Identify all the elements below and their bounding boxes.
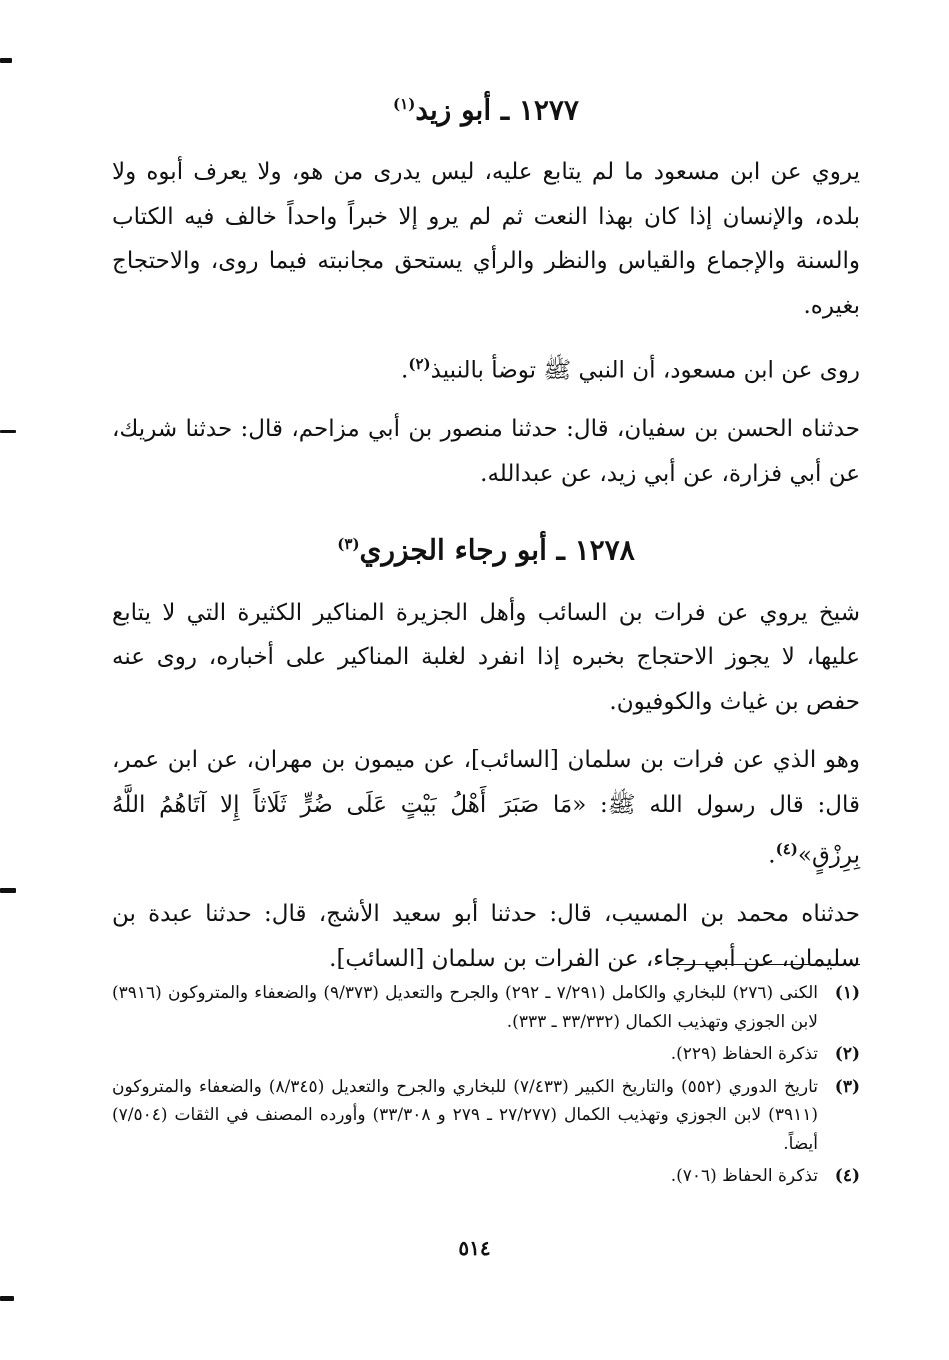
entry-title-text: ١٢٧٨ ـ أبو رجاء الجزري xyxy=(359,533,635,567)
scan-edge-mark xyxy=(0,58,12,63)
page-number: ٥١٤ xyxy=(458,1236,491,1260)
entry-title-1277 xyxy=(112,82,860,132)
paragraph-end: . xyxy=(768,842,776,869)
paragraph-end: . xyxy=(401,357,409,384)
entry-paragraph: حدثناه محمد بن المسيب، قال: حدثنا أبو سعيد الأشج، قال: حدثنا عبدة بن سليمان، عن أبي رجاء، عن الفرات بن سلمان [السائب]. xyxy=(112,901,860,972)
footnote-divider xyxy=(670,964,860,965)
scan-edge-mark xyxy=(0,430,16,433)
footnote-item xyxy=(112,1040,860,1069)
footnote-item xyxy=(112,979,860,1036)
footnote-number: (١) xyxy=(834,983,860,1003)
scan-edge-mark xyxy=(0,1296,14,1301)
footnote-text: تاريخ الدوري (٥٥٢) والتاريخ الكبير (٧/٤٣٣) للبخاري والجرح والتعديل (٨/٣٤٥) والضعفاء والمتروكون (٣٩١١) لابن الجوزي وتهذيب الكمال (٢٧/٢٧٧ ـ ٢٧٩ و ٣٣/٣٠٨) وأورده المصنف في الثقات (٧/٥٠٤) أيضاً. xyxy=(112,1076,818,1154)
footnote-ref[interactable]: (٢) xyxy=(408,355,431,374)
footnote-ref[interactable]: (٣) xyxy=(337,535,360,554)
footnote-text: الكنى (٢٧٦) للبخاري والكامل (٧/٢٩١ ـ ٢٩٢) والجرح والتعديل (٩/٣٧٣) والضعفاء والمتروكون (٣٩١٦) لابن الجوزي وتهذيب الكمال (٣٣/٣٣٢ ـ ٣٣٣). xyxy=(112,983,818,1032)
footnote-number: (٣) xyxy=(834,1076,860,1097)
footnote-item xyxy=(112,1162,860,1191)
footnote-number: (٢) xyxy=(834,1044,860,1064)
entry-paragraph: شيخ يروي عن فرات بن السائب وأهل الجزيرة المناكير الكثيرة التي لا يتابع عليها، لا يجوز الاحتجاج بخبره إذا انفرد لغلبة المناكير على أخباره، روى عنه حفص بن غياث والكوفيون. xyxy=(112,599,860,715)
paragraph-text: روى عن ابن مسعود، أن النبي ﷺ توضأ بالنبيذ xyxy=(430,357,860,384)
entry-paragraph xyxy=(112,342,860,393)
footnote-text: تذكرة الحفاظ (٢٢٩). xyxy=(670,1044,818,1064)
entry-paragraph: يروي عن ابن مسعود ما لم يتابع عليه، ليس يدرى من هو، ولا يعرف أبوه ولا بلده، والإنسان إذا كان بهذا النعت ثم لم يرو إلا خبراً واحداً خالف فيه الكتاب والسنة والإجماع والقياس والنظر والرأي يستحق مجانبته فيما روى، والاحتجاج بغيره. xyxy=(112,159,860,319)
entry-paragraph: حدثناه الحسن بن سفيان، قال: حدثنا منصور بن أبي مزاحم، قال: حدثنا شريك، عن أبي فزارة، عن أبي زيد، عن عبدالله. xyxy=(112,416,860,487)
footnote-number: (٤) xyxy=(834,1166,860,1186)
footnote-text: تذكرة الحفاظ (٧٠٦). xyxy=(670,1166,818,1186)
entry-title-1278 xyxy=(112,522,860,572)
footnote-item xyxy=(112,1073,860,1159)
footnote-ref[interactable]: (٤) xyxy=(775,840,798,859)
entry-paragraph xyxy=(112,738,860,878)
entry-title-text: ١٢٧٧ ـ أبو زيد xyxy=(415,93,579,127)
main-text xyxy=(112,82,860,981)
scan-edge-mark xyxy=(0,888,16,893)
footnotes xyxy=(112,964,860,1195)
paragraph-text: وهو الذي عن فرات بن سلمان [السائب]، عن ميمون بن مهران، عن ابن عمر، قال: قال رسول الله ﷺ: «مَا صَبَرَ أَهْلُ بَيْتٍ عَلَى ضُرٍّ ثَلَاثاً إِلا آتَاهُمُ اللَّهُ بِرِزْقٍ» xyxy=(112,747,860,869)
footnote-ref[interactable]: (١) xyxy=(393,95,416,113)
